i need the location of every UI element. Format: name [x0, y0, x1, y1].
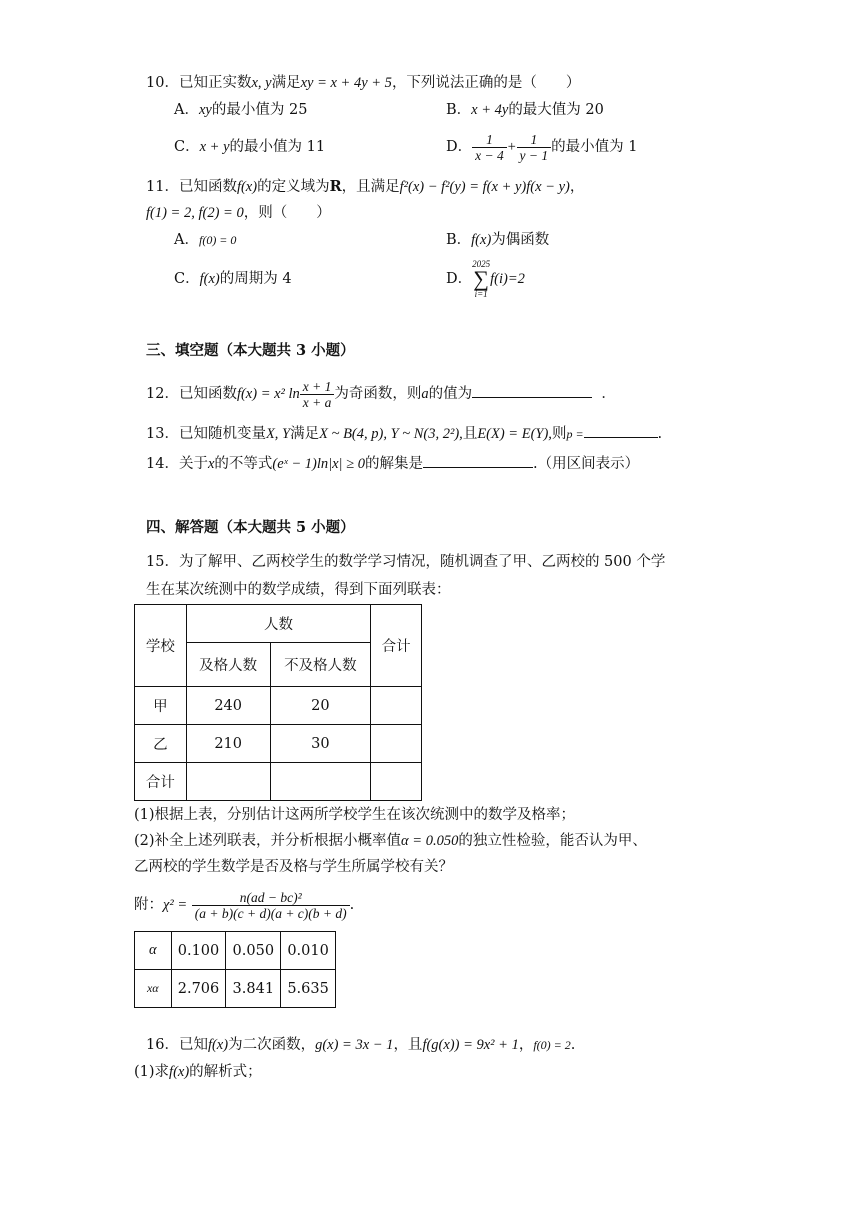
- q10-stem-a: 10．已知正实数: [146, 75, 252, 91]
- q10-option-c-math: x + y: [199, 139, 230, 155]
- q13-answer-blank[interactable]: [584, 423, 658, 438]
- q11-sum-upper: 2025: [472, 259, 491, 269]
- crit-alpha-label: α: [135, 932, 172, 970]
- q10-option-a-math: xy: [198, 102, 212, 118]
- q10-option-d-fraction-2: [517, 132, 552, 163]
- q10-stem-b: 满足: [271, 75, 301, 91]
- q16-composite: f(g(x)) = 9x² + 1: [422, 1037, 519, 1053]
- q11-option-a: [174, 229, 236, 251]
- q10-option-d: [446, 124, 638, 170]
- q13-p: p =: [566, 427, 584, 441]
- q15-line-1: 15．为了解甲、乙两校学生的数学学习情况，随机调查了甲、乙两校的 500 个学: [146, 554, 666, 570]
- section-3-heading: 三、填空题（本大题共 3 小题）: [146, 342, 355, 359]
- q15-part-2-line-2: 乙两校的学生数学是否及格与学生所属学校有关？: [134, 859, 453, 875]
- q16-part-1-b: 的解析式；: [189, 1064, 262, 1080]
- q15-appendix-label: 附：: [134, 897, 163, 913]
- q10-equation: xy = x + 4y + 5: [300, 75, 392, 91]
- q11-stem-a: 11．已知函数: [146, 179, 237, 195]
- table-header-total: 合计: [371, 605, 422, 687]
- q12-stem-b: 为奇函数，则: [334, 386, 422, 402]
- q10-option-d-plus: +: [506, 139, 517, 155]
- q11-comma: ，: [569, 179, 585, 195]
- q11-line2-math: f(1) = 2, f(2) = 0: [146, 205, 244, 221]
- q15-chi-fraction: [192, 890, 350, 921]
- q10-option-b-text: 的最大值为 20: [508, 102, 604, 118]
- q13-stem-c: 且: [462, 426, 478, 442]
- row-fail: [270, 763, 371, 801]
- q16-stem-d: ，: [518, 1037, 534, 1053]
- q16-stem: [146, 1034, 575, 1056]
- q16-end: .: [570, 1037, 576, 1053]
- table-row: [135, 763, 422, 801]
- crit-x-value: 2.706: [171, 970, 226, 1008]
- q11-sum-sigma: ∑: [473, 266, 489, 291]
- q10-option-a-label: A．: [174, 102, 199, 118]
- q10-option-d-label: D．: [446, 139, 473, 155]
- q10-vars: x, y: [251, 75, 272, 91]
- table-row: [135, 725, 422, 763]
- q10-option-c-label: C．: [174, 139, 200, 155]
- q11-option-c-text: 的周期为 4: [219, 271, 292, 287]
- q13-stem-d: 则: [551, 426, 567, 442]
- q16-gx: g(x) = 3x − 1: [315, 1037, 394, 1053]
- q12-end: ．: [601, 386, 616, 402]
- q14-stem-a: 14．关于: [146, 456, 208, 472]
- table-header-fail: 不及格人数: [270, 643, 371, 687]
- q10-option-d-den-1: x − 4: [475, 147, 504, 163]
- row-school: 甲: [135, 687, 187, 725]
- table-row: [135, 970, 336, 1008]
- crit-alpha-value: 0.010: [281, 932, 336, 970]
- q10-stem-c: ，下列说法正确的是（ ）: [391, 75, 581, 91]
- table-header-people: 人数: [186, 605, 370, 643]
- q14-var-x: x: [207, 456, 215, 472]
- q10-option-b-math: x + 4y: [471, 102, 509, 118]
- q11-stem-line2: [146, 202, 331, 224]
- crit-x-label: xα: [135, 970, 172, 1008]
- q13-stem-a: 13．已知随机变量: [146, 426, 266, 442]
- q15-chi-end: .: [349, 897, 355, 913]
- q14-stem: [146, 453, 639, 475]
- q15-chi-square: χ² =: [163, 897, 188, 913]
- q11-option-d-math: f(i)=2: [490, 271, 525, 287]
- q10-option-d-text: 的最小值为 1: [551, 139, 638, 155]
- row-fail: 20: [270, 687, 371, 725]
- q14-stem-b: 的不等式: [214, 456, 273, 472]
- crit-x-value: 3.841: [226, 970, 281, 1008]
- q12-var-a: a: [421, 386, 429, 402]
- q15-part-2-a: (2)补全上述列联表，并分析根据小概率值: [134, 833, 402, 849]
- q16-part-1: [134, 1061, 262, 1083]
- row-pass: 210: [186, 725, 270, 763]
- q11-option-c: [174, 268, 292, 290]
- q13-stem-b: 满足: [290, 426, 320, 442]
- q12-fx: f(x) = x² ln: [236, 386, 300, 402]
- q13-stem: [146, 423, 662, 445]
- q14-answer-blank[interactable]: [423, 453, 533, 468]
- q13-vars: X, Y: [265, 426, 291, 442]
- table-header-school: 学校: [135, 605, 187, 687]
- crit-alpha-value: 0.100: [171, 932, 226, 970]
- row-pass: 240: [186, 687, 270, 725]
- q11-option-b-text: 为偶函数: [491, 232, 550, 248]
- q12-fraction: [300, 379, 335, 410]
- row-pass: [186, 763, 270, 801]
- q10-option-a-text: 的最小值为 25: [211, 102, 308, 118]
- q12-denominator: x + a: [302, 394, 332, 410]
- q11-equation: f²(x) − f²(y) = f(x + y)f(x − y): [399, 179, 570, 195]
- section-4-heading: 四、解答题（本大题共 5 小题）: [146, 519, 355, 536]
- crit-x-value: 5.635: [281, 970, 336, 1008]
- q11-option-b: [446, 229, 549, 251]
- q11-stem: [146, 176, 584, 198]
- q11-option-c-label: C．: [174, 271, 200, 287]
- q10-option-d-num-2: 1: [517, 132, 552, 148]
- q16-part-1-a: (1)求: [134, 1064, 170, 1080]
- q12-stem: [146, 372, 616, 416]
- q11-stem-b: 的定义域为: [257, 179, 330, 195]
- q10-stem: [146, 72, 580, 94]
- q11-fx: f(x): [236, 179, 258, 195]
- q15-contingency-table: [134, 604, 422, 801]
- q11-real-set: R: [329, 178, 342, 195]
- q14-stem-c: 的解集是: [365, 456, 424, 472]
- q11-line2-text: ，则（ ）: [243, 205, 331, 221]
- q14-inequality: (eˣ − 1)ln|x| ≥ 0: [272, 456, 366, 472]
- q11-stem-c: ，且满足: [341, 179, 400, 195]
- table-row: [135, 687, 422, 725]
- q15-line-2: 生在某次统测中的数学成绩，得到下面列联表：: [146, 582, 451, 598]
- q13-end: .: [657, 426, 663, 442]
- q13-distribution: X ~ B(4, p), Y ~ N(3, 2²),: [319, 426, 463, 442]
- crit-alpha-value: 0.050: [226, 932, 281, 970]
- q10-option-b: [446, 99, 604, 121]
- q16-f0: f(0) = 2: [533, 1038, 571, 1052]
- q11-option-d-label: D．: [446, 271, 473, 287]
- q10-option-c-text: 的最小值为 11: [229, 139, 326, 155]
- q11-option-b-label: B．: [446, 232, 472, 248]
- table-row: [135, 932, 336, 970]
- q12-numerator: x + 1: [300, 379, 335, 395]
- q16-fx: f(x): [207, 1037, 229, 1053]
- q11-option-c-math: f(x): [199, 271, 220, 287]
- q10-option-d-fraction-1: [472, 132, 507, 163]
- q10-option-b-label: B．: [446, 102, 472, 118]
- q15-critical-value-table: [134, 931, 336, 1008]
- row-school: 乙: [135, 725, 187, 763]
- row-school: 合计: [135, 763, 187, 801]
- row-fail: 30: [270, 725, 371, 763]
- q11-summation: [472, 259, 490, 299]
- row-total: [371, 763, 422, 801]
- q16-part-1-fx: f(x): [169, 1064, 190, 1080]
- q11-sum-lower: i=1: [474, 289, 488, 299]
- q15-chi-denominator: (a + b)(c + d)(a + c)(b + d): [194, 905, 347, 921]
- q12-answer-blank[interactable]: [472, 383, 592, 398]
- q15-chi-numerator: n(ad − bc)²: [192, 890, 350, 906]
- q16-stem-b: 为二次函数，: [228, 1037, 316, 1053]
- q11-option-a-math: f(0) = 0: [198, 233, 237, 247]
- q10-option-a: [174, 99, 307, 121]
- q16-stem-c: ，且: [393, 1037, 423, 1053]
- q12-stem-a: 12．已知函数: [146, 386, 237, 402]
- q13-expectation: E(X) = E(Y),: [477, 426, 552, 442]
- q15-part-1: (1)根据上表，分别估计这两所学校学生在该次统测中的数学及格率；: [134, 807, 576, 823]
- q11-option-b-math: f(x): [471, 232, 492, 248]
- q16-stem-a: 16．已知: [146, 1037, 208, 1053]
- q11-option-d: [446, 258, 525, 300]
- q10-option-c: [174, 136, 325, 158]
- q10-option-d-den-2: y − 1: [519, 147, 549, 163]
- q15-part-2: [134, 830, 647, 852]
- q14-end: .（用区间表示）: [533, 456, 640, 472]
- q11-option-a-label: A．: [174, 232, 199, 248]
- row-total: [371, 687, 422, 725]
- q10-option-d-num-1: 1: [472, 132, 507, 148]
- q15-part-2-b: 的独立性检验，能否认为甲、: [458, 833, 647, 849]
- q12-stem-c: 的值为: [428, 386, 473, 402]
- row-total: [371, 725, 422, 763]
- q15-appendix: [134, 882, 354, 928]
- table-header-pass: 及格人数: [186, 643, 270, 687]
- q15-alpha-value: α = 0.050: [401, 833, 459, 849]
